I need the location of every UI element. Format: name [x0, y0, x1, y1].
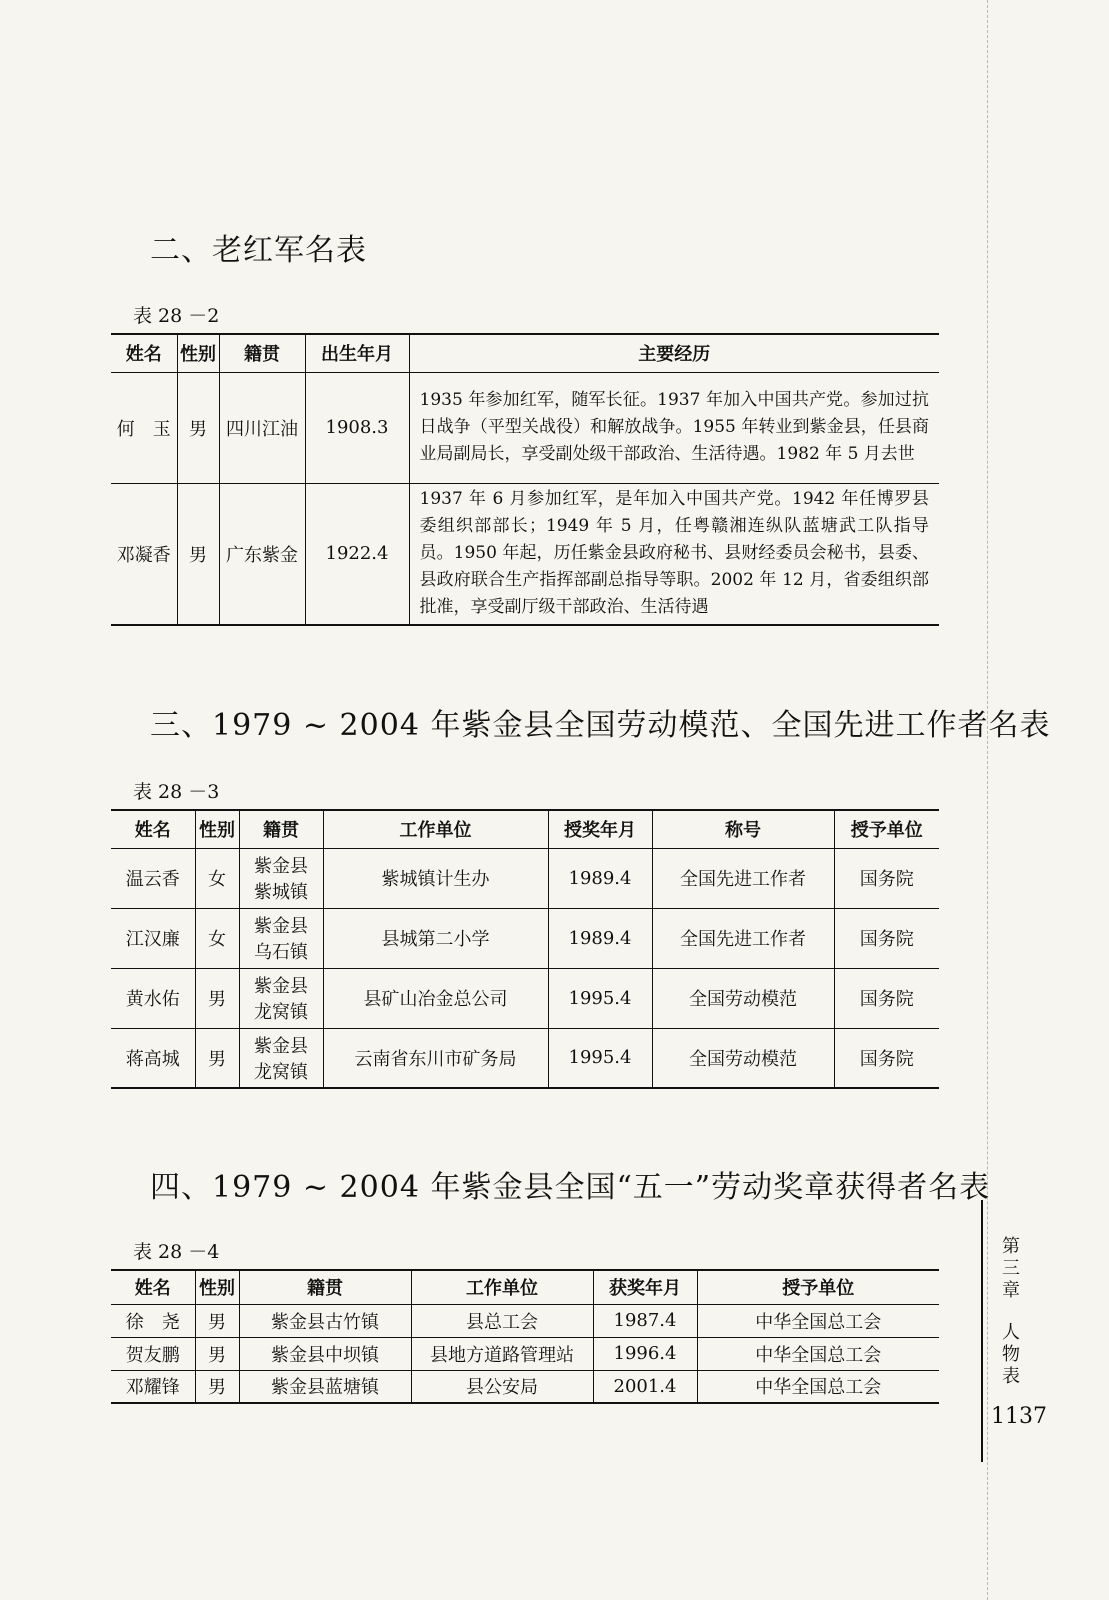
cell-name: 邓凝香: [111, 483, 177, 625]
cell-origin: 紫金县中坝镇: [239, 1337, 411, 1370]
cell-name: 何 玉: [116, 418, 171, 440]
origin-town: 龙窝镇: [254, 1002, 308, 1023]
topic-label: 人物表: [1002, 1322, 1020, 1387]
header-award-date: 获奖年月: [593, 1270, 697, 1304]
cell-unit: 县地方道路管理站: [411, 1337, 593, 1370]
cell-sex: 男: [195, 1028, 239, 1088]
header-name: 姓名: [111, 334, 177, 372]
header-origin: 籍贯: [219, 334, 305, 372]
table-28-3: [111, 809, 939, 1089]
cell-sex: 男: [177, 372, 219, 483]
table-28-4: [111, 1269, 939, 1404]
cell-title: 全国先进工作者: [652, 908, 834, 968]
header-sex: 性别: [195, 1270, 239, 1304]
table-row: [111, 848, 939, 908]
cell-unit: 云南省东川市矿务局: [323, 1028, 548, 1088]
origin-town: 紫城镇: [254, 882, 308, 903]
origin-town: 乌石镇: [254, 942, 308, 963]
cell-date: 1995.4: [548, 968, 652, 1028]
cell-sex: 男: [195, 1337, 239, 1370]
cell-sex: 男: [195, 1370, 239, 1403]
cell-date: 2001.4: [593, 1370, 697, 1403]
margin-rule: [981, 1200, 983, 1462]
cell-birth: 1908.3: [305, 372, 409, 483]
cell-name: 蒋高城: [111, 1028, 195, 1088]
cell-origin: [239, 1028, 323, 1088]
table-row: [111, 483, 939, 625]
origin-county: 紫金县: [254, 856, 308, 877]
table-row: [111, 1304, 939, 1337]
header-unit: 工作单位: [323, 810, 548, 848]
cell-grantor: 中华全国总工会: [697, 1370, 939, 1403]
table-28-4-label: 表 28 －4: [133, 1241, 220, 1263]
cell-unit: 县城第二小学: [323, 908, 548, 968]
cell-date: 1995.4: [548, 1028, 652, 1088]
header-unit: 工作单位: [411, 1270, 593, 1304]
header-history: 主要经历: [409, 334, 939, 372]
cell-grantor: 国务院: [834, 968, 939, 1028]
header-origin: 籍贯: [239, 1270, 411, 1304]
cell-grantor: 国务院: [834, 908, 939, 968]
cell-date: 1989.4: [548, 848, 652, 908]
origin-county: 紫金县: [254, 916, 308, 937]
cell-unit: 县公安局: [411, 1370, 593, 1403]
table-28-2: [111, 333, 939, 626]
cell-title: 全国先进工作者: [652, 848, 834, 908]
cell-grantor: 中华全国总工会: [697, 1304, 939, 1337]
cell-date: 1996.4: [593, 1337, 697, 1370]
cell-origin: 紫金县古竹镇: [239, 1304, 411, 1337]
cell-history: 1935 年参加红军，随军长征。1937 年加入中国共产党。参加过抗日战争（平型关战役）和解放战争。1955 年转业到紫金县，任县商业局副局长，享受副处级干部政治、生活待遇。1982 年 5 月去世: [409, 372, 939, 483]
cell-date: 1987.4: [593, 1304, 697, 1337]
header-name: 姓名: [111, 810, 195, 848]
origin-county: 紫金县: [254, 1035, 308, 1057]
origin-county: 紫金县: [254, 976, 308, 997]
cell-sex: 男: [195, 1304, 239, 1337]
header-name: 姓名: [111, 1270, 195, 1304]
cell-sex: 女: [195, 908, 239, 968]
cell-name: 黄水佑: [111, 968, 195, 1028]
table-row: [111, 968, 939, 1028]
cell-sex: 男: [177, 483, 219, 625]
table-row: [111, 1337, 939, 1370]
cell-history: 1937 年 6 月参加红军，是年加入中国共产党。1942 年任博罗县委组织部部长；1949 年 5 月，任粤赣湘连纵队蓝塘武工队指导员。1950 年起，历任紫金县政府秘书、县财经委员会秘书，县委、县政府联合生产指挥部副总指导等职。2002 年 12 月，省委组织部批准，享受副厅级干部政治、生活待遇: [409, 483, 939, 625]
header-sex: 性别: [177, 334, 219, 372]
cell-unit: 县总工会: [411, 1304, 593, 1337]
cell-origin: [239, 968, 323, 1028]
cell-date: 1989.4: [548, 908, 652, 968]
table-28-3-label: 表 28 －3: [133, 781, 220, 803]
section3-heading: 三、1979 ~ 2004 年紫金县全国劳动模范、全国先进工作者名表: [150, 708, 1051, 743]
header-grantor: 授予单位: [834, 810, 939, 848]
cell-name: 贺友鹏: [111, 1337, 195, 1370]
header-award-date: 授奖年月: [548, 810, 652, 848]
cell-grantor: 中华全国总工会: [697, 1337, 939, 1370]
cell-sex: 男: [195, 968, 239, 1028]
table-row: [111, 372, 939, 483]
cell-name: 温云香: [125, 869, 180, 890]
header-title: 称号: [652, 810, 834, 848]
cell-grantor: 国务院: [834, 848, 939, 908]
cell-name: 徐 尧: [125, 1311, 180, 1333]
table-row: [111, 1028, 939, 1088]
page-number: 1137: [991, 1404, 1047, 1429]
header-sex: 性别: [195, 810, 239, 848]
page-edge-line: [987, 0, 988, 1600]
header-grantor: 授予单位: [697, 1270, 939, 1304]
cell-grantor: 国务院: [834, 1028, 939, 1088]
cell-origin: [239, 908, 323, 968]
header-birth: 出生年月: [305, 334, 409, 372]
cell-origin: 广东紫金: [219, 483, 305, 625]
cell-origin: 紫金县蓝塘镇: [239, 1370, 411, 1403]
chapter-label: 第三章: [1002, 1236, 1020, 1301]
cell-title: 全国劳动模范: [652, 968, 834, 1028]
cell-name: 邓耀锋: [111, 1370, 195, 1403]
table-row: [111, 908, 939, 968]
cell-name: 江汉廉: [111, 908, 195, 968]
origin-town: 龙窝镇: [254, 1061, 308, 1083]
cell-title: 全国劳动模范: [652, 1028, 834, 1088]
cell-unit: 县矿山冶金总公司: [323, 968, 548, 1028]
section4-heading: 四、1979 ~ 2004 年紫金县全国“五一”劳动奖章获得者名表: [150, 1170, 991, 1205]
cell-birth: 1922.4: [305, 483, 409, 625]
table-28-2-label: 表 28 －2: [133, 305, 220, 327]
section2-heading: 二、老红军名表: [150, 233, 367, 268]
cell-sex: 女: [195, 848, 239, 908]
cell-unit: 紫城镇计生办: [323, 848, 548, 908]
table-row: [111, 1370, 939, 1403]
cell-origin: 四川江油: [219, 372, 305, 483]
cell-origin: [239, 848, 323, 908]
header-origin: 籍贯: [239, 810, 323, 848]
